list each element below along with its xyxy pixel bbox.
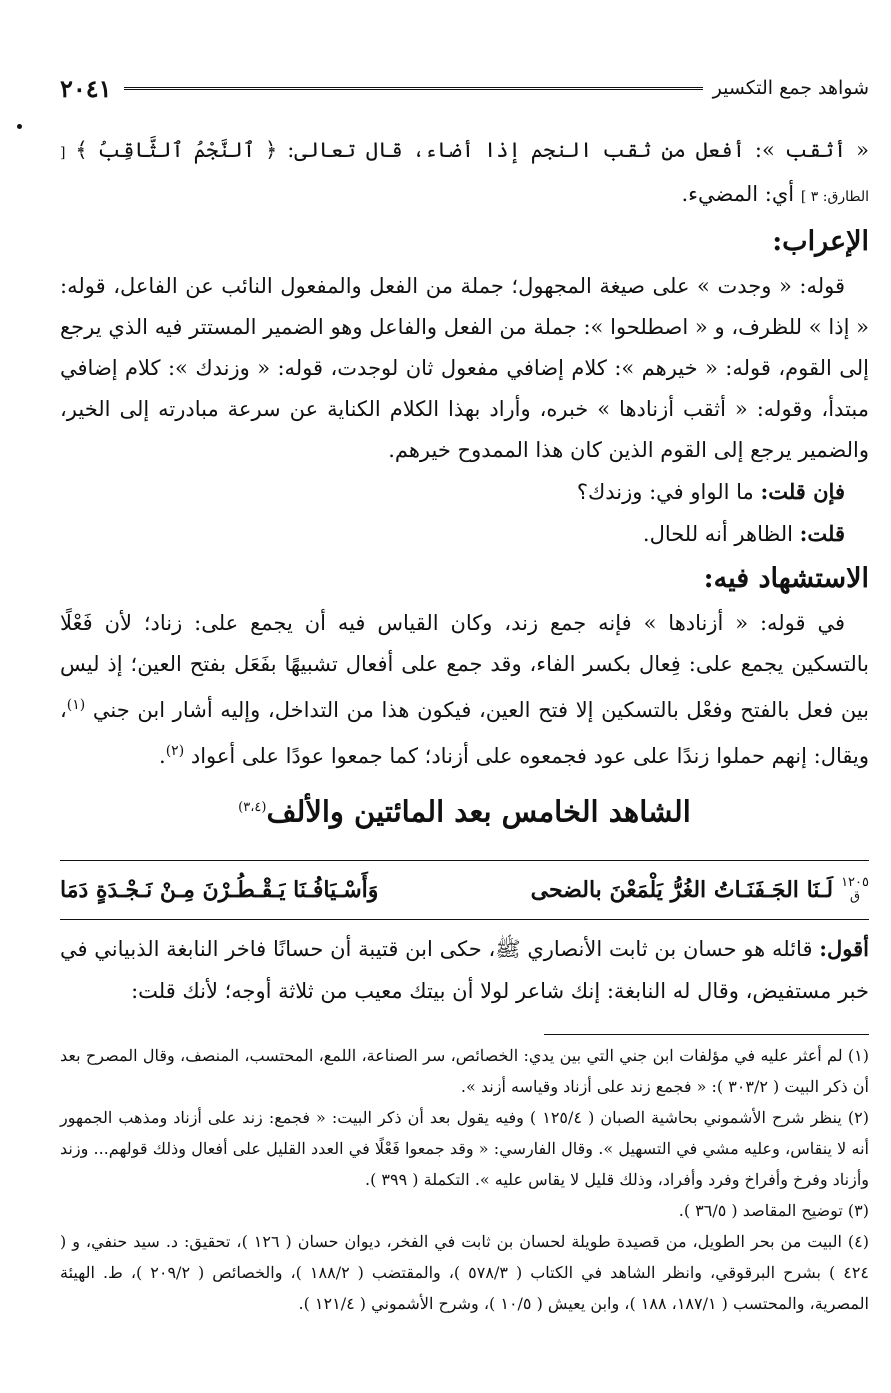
footnote-2: (٢) ينظر شرح الأشموني بحاشية الصبان ( ١٢٥/٤ ) وفيه يقول بعد أن ذكر البيت: « فجمع: زند على أزناد ومذهب الجمهور أنه لا ينقاس، وعليه مشي في التسهيل ». وقال الفارسي: « وقد جمعوا فَعْلًا في العدد القليل على أفعال وذلك قولهم... وزند وأزناد وفرخ وأفراخ وفرد وأفراد، وذلك قليل لا يقاس عليه ». التكملة ( ٣٩٩ ). [60,1108,869,1189]
commentary-paragraph [60,928,869,1012]
quran-reference: [ الطارق: ٣ ] [60,145,869,205]
answer-label: قلت: [799,521,845,546]
footnote-1: (١) لم أعثر عليه في مؤلفات ابن جني التي بين يدي: الخصائص، سر الصناعة، اللمع، المحتسب، المنصف، وقال المصرح بعد أن ذكر البيت ( ٣٠٣/٢ ): « فجمع زند على أزناد وقياسه أزند ». [60,1046,870,1096]
istishhad-text-1: في قوله: « أزنادها » فإنه جمع زند، وكان القياس فيه أن يجمع على: زناد؛ لأن فَعْلًا بالتسكين يجمع على: فِعال بكسر الفاء، وقد جمع على أفعال تشبيهًا بفَعَل بفتح العين؛ إذ ليس بين فعل بالفتح وفعْل بالتسكين إلا فتح العين، فيكون هذا من التداخل، وإليه أشار ابن جني [60,611,869,722]
running-header [60,68,869,108]
verse-number-value: ١٢٠٥ [841,875,869,890]
footnote-4: (٤) البيت من بحر الطويل، من قصيدة طويلة لحسان بن ثابت في الفخر، ديوان حسان ( ١٢٦ )، تحقيق: د. سيد حنفي، و ( ٤٢٤ ) بشرح البرقوقي، وانظر الشاهد في الكتاب ( ٥٧٨/٣ )، والمقتضب ( ١٨٨/٢ )، والخصائص ( ٢٠٩/٢ )، ط. الهيئة المصرية، والمحتسب ( ١٨٧/١، ١٨٨ )، وابن يعيش ( ١٠/٥ )، وشرح الأشموني ( ١٢١/٤ ). [60,1232,870,1313]
istishhad-text-2: ، ويقال: إنهم حملوا زندًا على عود فجمعوه على أزناد؛ كما جمعوا عودًا على أعواد [60,698,869,768]
footnote-3: (٣) توضيح المقاصد ( ٣٦/٥ ). [678,1201,869,1220]
hemistich-second: وَأَسْـيَافُـنَا يَـقْـطُـرْنَ مِـنْ نَـجْـدَةٍ دَمَا [60,877,379,903]
commentary [60,928,869,1012]
answer-line [60,513,869,555]
paragraph-athqab [60,130,869,218]
verse-meter: ق [849,889,861,904]
running-title: شواهد جمع التكسير [712,77,869,99]
question-label: فإن قلت: [760,479,845,504]
footnote-ref-1[interactable]: (١) [66,697,86,713]
heading-istishhad: الاستشهاد فيه: [703,563,869,594]
margin-mark [17,124,22,129]
athqab-definition: « أثقب »: أفعل من ثقب النجم إذا أضاء، قال تعالى: ﴿ ٱلنَّجْمُ ٱلثَّاقِبُ ﴾ [75,138,869,162]
hemistich-first: لَـنَا الجَـفَنَـاتُ الغُرُّ يَلْمَعْنَ بالضحى [530,877,834,903]
heading-irab: الإعراب: [772,226,869,257]
commentary-text: قائله هو حسان بن ثابت الأنصاري ﷺ، حكى ابن قتيبة أن حسانًا فاخر النابغة الذبياني في خبر مستفيض، وقال له النابغة: إنك شاعر لولا أن بيتك معيب من ثلاثة أوجه؛ لأنك قلت: [60,937,869,1003]
page-number: ٢٠٤١ [60,73,112,103]
answer-text: الظاهر أنه للحال. [642,522,793,546]
footnotes [60,1040,869,1319]
verse-box [60,860,869,920]
footnote-ref-3-4[interactable]: (٣،٤) [238,800,267,815]
header-rule [124,87,703,93]
shahid-title [60,783,869,837]
shahid-title-text: الشاهد الخامس بعد المائتين والألف [266,794,691,829]
verse-number [841,876,869,904]
athqab-meaning: أي: المضيء. [681,182,795,206]
question-text: ما الواو في: وزندك؟ [576,480,754,504]
footnote-ref-2[interactable]: (٢) [165,743,185,759]
footnote-separator [544,1034,869,1035]
main-text [60,130,869,837]
question-line [60,471,869,513]
commentary-label: أقول: [819,936,869,961]
paragraph-irab: قوله: « وجدت » على صيغة المجهول؛ جملة من الفعل والمفعول النائب عن الفاعل، قوله: « إذا » للظرف، و « اصطلحوا »: جملة من الفعل والفاعل وهو الضمير المستتر فيه الذي يرجع إلى القوم، قوله: « خيرهم »: كلام إضافي مفعول ثان لوجدت، قوله: « وزندك »: كلام إضافي مبتدأ، وقوله: « أثقب أزنادها » خبره، وأراد بهذا الكلام الكناية عن سرعة مبادرته إلى الخير، والضمير يرجع إلى القوم الذين كان هذا الممدوح خيرهم. [60,274,869,462]
paragraph-istishhad: في قوله: « أزنادها » فإنه جمع زند، وكان القياس فيه أن يجمع على: زناد؛ لأن فَعْلًا بالتسكين يجمع على: فِعال بكسر الفاء، وقد جمع على أفعال تشبيهًا بفَعَل بفتح العين؛ إذ ليس بين فعل بالفتح وفعْل بالتسكين إلا فتح العين، فيكون هذا من التداخل، وإليه أشار ابن جني $^{(١)}$، ويقال: إنهم حملوا زندًا على عود فجمعوه على أزناد؛ كما جمعوا عودًا على أعواد $^{(٢)}$. [60,611,869,768]
